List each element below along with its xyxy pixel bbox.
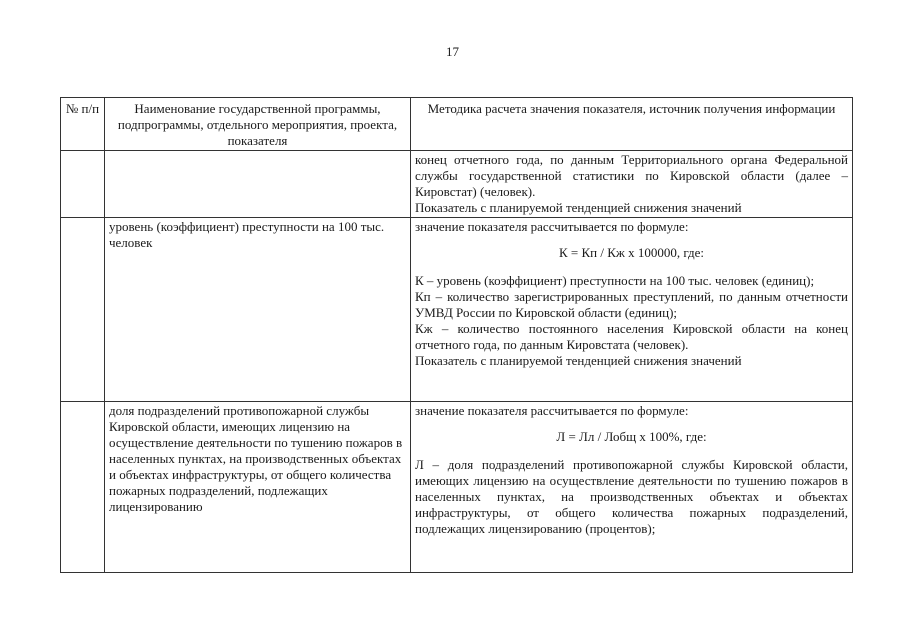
row-method [411,218,853,402]
indicator-method-table [60,97,853,573]
header-name: Наименование государственной программы, подпрограммы, отдельного мероприятия, проекта, показателя [105,98,411,151]
table-row [61,218,853,402]
method-intro: значение показателя рассчитывается по формуле: [415,219,689,234]
row-name: уровень (коэффициент) преступности на 100 тыс. человек [105,218,411,402]
table-row [61,402,853,573]
definition-item: Кж – количество постоянного населения Кировской области на конец отчетного года, по данным Кировстата (человек). [415,321,848,352]
method-formula: К = Кп / Кж х 100000, где: [558,245,705,260]
row-method [411,151,853,218]
row-method [411,402,853,573]
method-text: конец отчетного года, по данным Территориального органа Федеральной службы государственной статистики по Кировской области (далее – Кировстат) (человек). [415,152,848,199]
row-name [105,151,411,218]
row-num [61,218,105,402]
row-name: доля подразделений противопожарной службы Кировской области, имеющих лицензию на осуществление деятельности по тушению пожаров в населенных пунктах, на производственных объектах и объектах инфраструктуры, от общего количества пожарных подразделений, подлежащих лицензированию [105,402,411,573]
method-trend-note: Показатель с планируемой тенденцией снижения значений [415,353,742,368]
method-formula: Л = Лл / Лобщ х 100%, где: [556,429,707,444]
method-intro: значение показателя рассчитывается по формуле: [415,403,689,418]
method-trend-note: Показатель с планируемой тенденцией снижения значений [415,200,742,215]
table-row [61,151,853,218]
row-num [61,151,105,218]
header-method: Методика расчета значения показателя, источник получения информации [411,98,853,151]
definition-item: Кп – количество зарегистрированных преступлений, по данным отчетности УМВД России по Кировской области (единиц); [415,289,848,320]
header-num: № п/п [61,98,105,151]
definition-item: К – уровень (коэффициент) преступности на 100 тыс. человек (единиц); [415,273,815,288]
definition-item: Л – доля подразделений противопожарной службы Кировской области, имеющих лицензию на осуществление деятельности по тушению пожаров в населенных пунктах, на производственных объектах и объектах инфраструктуры, от общего количества пожарных подразделений, подлежащих лицензированию (процентов); [415,457,848,536]
table-header-row [61,98,853,151]
row-num [61,402,105,573]
page-number: 17 [446,44,459,59]
